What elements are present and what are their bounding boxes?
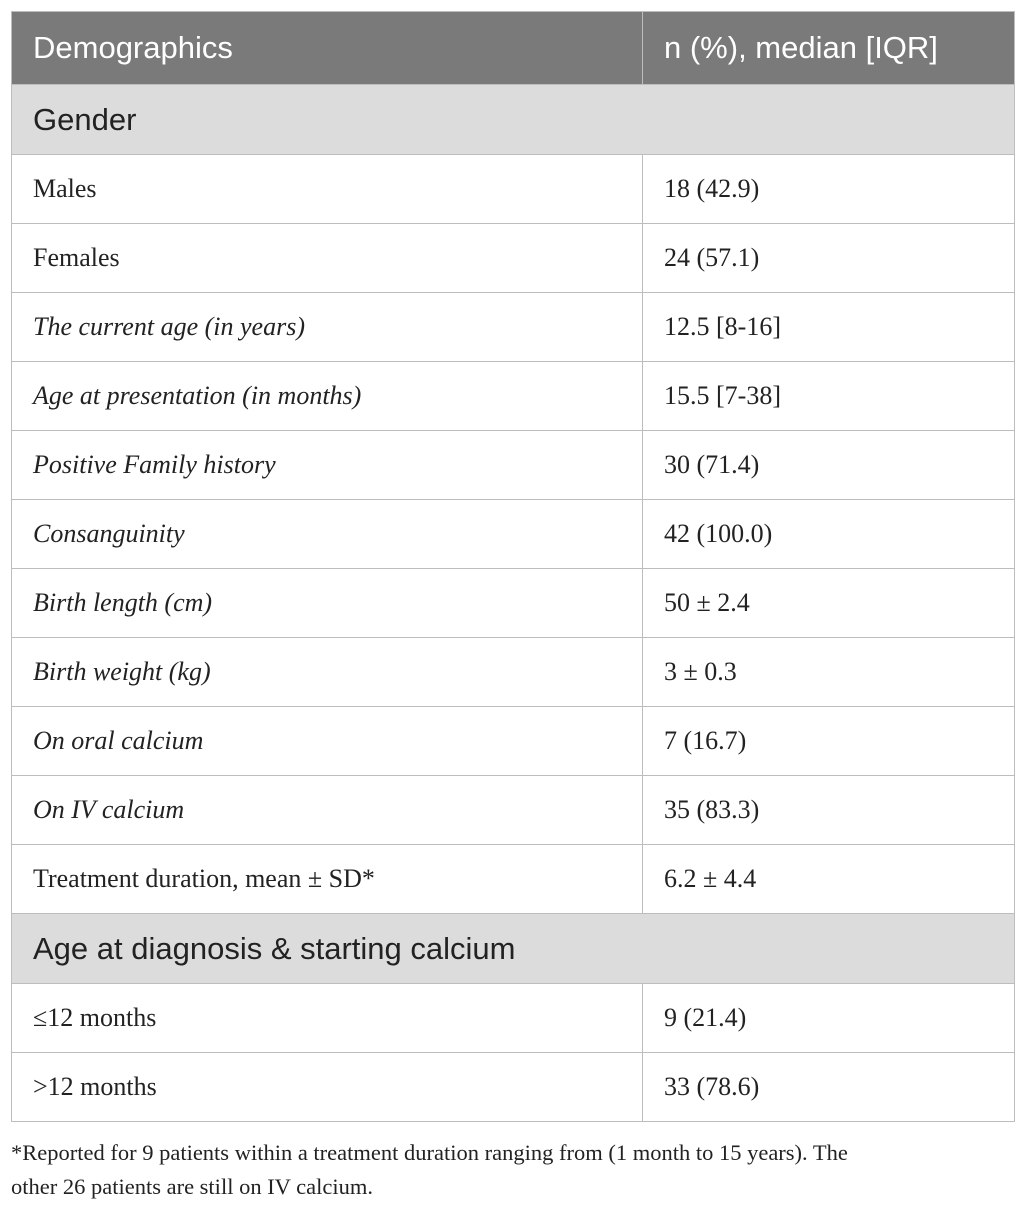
row-label: The current age (in years) [12,293,643,362]
row-label: Treatment duration, mean ± SD* [12,845,643,914]
row-value: 30 (71.4) [643,431,1015,500]
row-label: Positive Family history [12,431,643,500]
table-row [12,638,1015,707]
table-row [12,362,1015,431]
table-footnote [11,1136,1021,1204]
row-label: Males [12,155,643,224]
header-statistics: n (%), median [IQR] [643,12,1015,85]
row-value: 6.2 ± 4.4 [643,845,1015,914]
row-label: Birth weight (kg) [12,638,643,707]
section-age-at-diagnosis-row [12,914,1015,984]
table-row [12,707,1015,776]
table-row [12,293,1015,362]
row-value: 15.5 [7-38] [643,362,1015,431]
section-title: Age at diagnosis & starting calcium [12,914,1015,984]
row-value: 18 (42.9) [643,155,1015,224]
section-gender-row [12,85,1015,155]
footnote-line: *Reported for 9 patients within a treatment duration ranging from (1 month to 15 years). The [11,1140,848,1165]
row-value: 9 (21.4) [643,984,1015,1053]
row-value: 50 ± 2.4 [643,569,1015,638]
row-value: 35 (83.3) [643,776,1015,845]
row-value: 24 (57.1) [643,224,1015,293]
row-value: 33 (78.6) [643,1053,1015,1122]
demographics-table-container [11,11,1014,1122]
row-label: ≤12 months [12,984,643,1053]
demographics-table [11,11,1015,1122]
row-label: Birth length (cm) [12,569,643,638]
table-row [12,224,1015,293]
row-label: >12 months [12,1053,643,1122]
table-row [12,155,1015,224]
row-value: 3 ± 0.3 [643,638,1015,707]
row-label: On oral calcium [12,707,643,776]
section-title: Gender [12,85,1015,155]
row-value: 12.5 [8-16] [643,293,1015,362]
table-row [12,431,1015,500]
table-row [12,569,1015,638]
row-label: On IV calcium [12,776,643,845]
table-row [12,1053,1015,1122]
table-row [12,776,1015,845]
header-demographics: Demographics [12,12,643,85]
table-header-row [12,12,1015,85]
row-value: 7 (16.7) [643,707,1015,776]
row-label: Age at presentation (in months) [12,362,643,431]
row-value: 42 (100.0) [643,500,1015,569]
table-row [12,984,1015,1053]
row-label: Consanguinity [12,500,643,569]
footnote-line: other 26 patients are still on IV calcium. [11,1174,373,1199]
table-row [12,500,1015,569]
row-label: Females [12,224,643,293]
table-row [12,845,1015,914]
